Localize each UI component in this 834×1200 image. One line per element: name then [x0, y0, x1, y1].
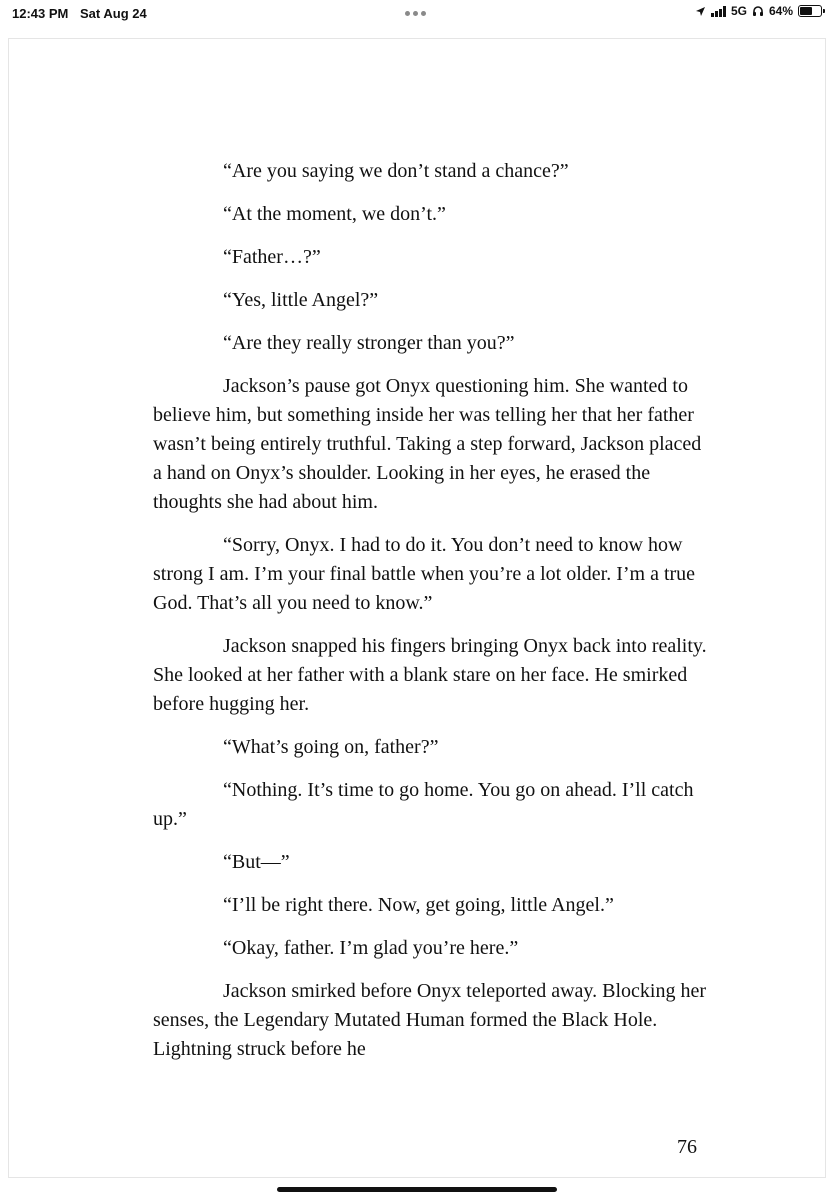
status-indicators: [695, 4, 822, 18]
battery-level-fill: [800, 7, 812, 15]
signal-bars-icon: [711, 6, 726, 17]
book-paragraph: “I’ll be right there. Now, get going, little Angel.”: [223, 894, 614, 916]
book-text-body: [153, 157, 713, 1078]
book-paragraph: “Are you saying we don’t stand a chance?”: [223, 160, 569, 182]
book-paragraph: Jackson’s pause got Onyx questioning him. She wanted to believe him, but something inside her was telling her that her father wasn’t being entirely truthful. Taking a step forward, Jackson placed a hand on Onyx’s shoulder. Looking in her eyes, he erased the thoughts she had about him.: [153, 375, 702, 513]
location-arrow-icon: [695, 6, 706, 17]
multitasking-menu-icon[interactable]: [405, 11, 426, 16]
headphones-icon: [752, 5, 764, 17]
book-paragraph: “Sorry, Onyx. I had to do it. You don’t need to know how strong I am. I’m your final battle when you’re a lot older. I’m a true God. That’s all you need to know.”: [153, 534, 696, 614]
book-paragraph: Jackson smirked before Onyx teleported away. Blocking her senses, the Legendary Mutated Human formed the Black Hole. Lightning struck before he: [153, 980, 706, 1060]
battery-icon: [798, 5, 822, 17]
book-paragraph: “Are they really stronger than you?”: [223, 332, 515, 354]
book-page[interactable]: [8, 38, 826, 1178]
book-paragraph: Jackson snapped his fingers bringing Onyx back into reality. She looked at her father with a blank stare on her face. He smirked before hugging her.: [153, 635, 707, 715]
battery-percent: 64%: [768, 4, 793, 18]
book-paragraph: “What’s going on, father?”: [223, 736, 439, 758]
page-number: 76: [677, 1136, 697, 1158]
status-time: 12:43 PM: [12, 6, 69, 21]
status-bar: [0, 0, 834, 28]
home-indicator[interactable]: [277, 1187, 557, 1192]
book-paragraph: “Okay, father. I’m glad you’re here.”: [223, 937, 519, 959]
book-paragraph: “But—”: [223, 851, 290, 873]
status-date: Sat Aug 24: [80, 6, 147, 21]
book-paragraph: “Yes, little Angel?”: [223, 289, 379, 311]
network-type: 5G: [730, 4, 747, 18]
book-paragraph: “Nothing. It’s time to go home. You go on ahead. I’ll catch up.”: [153, 779, 694, 830]
book-paragraph: “Father…?”: [223, 246, 321, 268]
book-paragraph: “At the moment, we don’t.”: [223, 203, 446, 225]
